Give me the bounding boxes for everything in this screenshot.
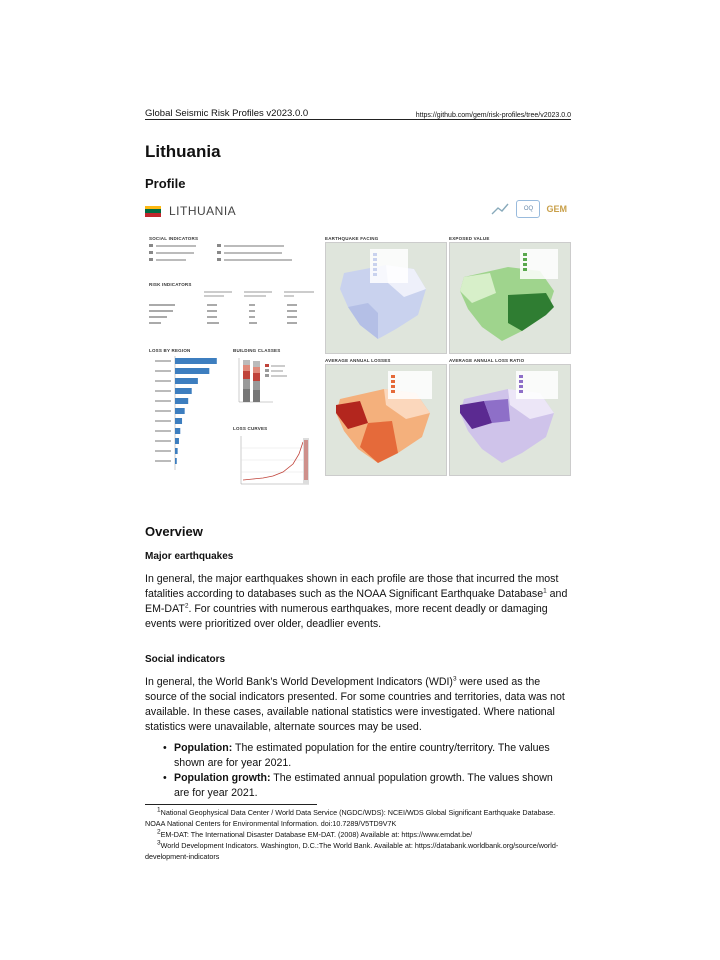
- average-annual-losses-map: [325, 364, 447, 476]
- loss-bar: [175, 368, 209, 374]
- list-item: • Population: The estimated population for the entire country/territory. The values shown are for year 2021.: [160, 741, 571, 771]
- major-earthquakes-heading: Major earthquakes: [145, 551, 234, 562]
- exposed-value-map: [449, 242, 571, 354]
- loss-by-region-label: LOSS BY REGION: [149, 348, 191, 353]
- footnote-1: $^1$National Geophysical Data Center / World Data Service (NGDC/WDS): NCEI/WDS Global Significant Earthquake Database. NOAA National Centers for Environmental Information. doi:10.7289/V5TD9V7K: [145, 806, 556, 828]
- social-indicators-block: [149, 242, 319, 268]
- lithuania-flag-icon: [145, 206, 161, 217]
- loss-curves-chart: [233, 434, 313, 494]
- region-label: [155, 380, 171, 382]
- loss-bar: [175, 458, 177, 464]
- building-classes-chart: [233, 356, 305, 416]
- profile-figure: [145, 198, 571, 496]
- region-label: [155, 460, 171, 462]
- social-indicators-heading: Social indicators: [145, 654, 226, 665]
- list-item: • Population growth: The estimated annual population growth. The values shown are for year 2021.: [160, 771, 571, 801]
- footnote-ref-2[interactable]: 2: [184, 602, 189, 610]
- social-indicators-label: SOCIAL INDICATORS: [149, 236, 199, 241]
- loss-bar: [175, 428, 180, 434]
- loss-bar: [175, 438, 179, 444]
- risk-indicators-table: [149, 290, 325, 332]
- loss-curves-label: LOSS CURVES: [233, 426, 268, 431]
- loss-bar: [175, 448, 178, 454]
- figure-country-label: LITHUANIA: [169, 204, 237, 218]
- region-label: [155, 430, 171, 432]
- major-earthquakes-paragraph: In general, the major earthquakes shown in each profile are those that incurred the most fatalities according to databases such as the NOAA Significant Earthquake Database$^1$ and EM-DAT$^2$. For countries with numerous earthquakes, more recent deadly or damaging events were prioritized over older, deadlier events.: [145, 573, 568, 630]
- running-header: [145, 101, 571, 120]
- logos: [490, 200, 567, 218]
- region-label: [155, 440, 171, 442]
- region-label: [155, 360, 171, 362]
- country-heading: Lithuania: [145, 142, 221, 161]
- profile-heading: Profile: [145, 176, 186, 191]
- loss-bar: [175, 388, 192, 394]
- loss-bar: [175, 378, 198, 384]
- footnote-3: $^3$World Development Indicators. Washington, D.C.:The World Bank. Available at: https://databank.worldbank.org/source/world-development-indicators: [145, 839, 559, 861]
- footnote-ref-3[interactable]: 3: [452, 675, 457, 683]
- region-label: [155, 450, 171, 452]
- oq-logo-icon: OQ: [516, 200, 540, 218]
- footnote-rule: [145, 804, 317, 805]
- region-label: [155, 400, 171, 402]
- loss-by-region-chart: [149, 356, 227, 484]
- exposed-value-label: EXPOSED VALUE: [449, 236, 490, 241]
- region-label: [155, 420, 171, 422]
- footnote-ref-1[interactable]: 1: [543, 587, 547, 595]
- average-annual-loss-ratio-map: [449, 364, 571, 476]
- average-annual-losses-label: AVERAGE ANNUAL LOSSES: [325, 358, 391, 363]
- gem-logo: GEM: [546, 204, 567, 214]
- region-label: [155, 410, 171, 412]
- loss-bar: [175, 418, 182, 424]
- header-url[interactable]: https://github.com/gem/risk-profiles/tree/v2023.0.0: [415, 112, 571, 119]
- building-classes-label: BUILDING CLASSES: [233, 348, 281, 353]
- loss-bar: [175, 358, 217, 364]
- risk-indicators-label: RISK INDICATORS: [149, 282, 192, 287]
- average-annual-loss-ratio-label: AVERAGE ANNUAL LOSS RATIO: [449, 358, 525, 363]
- header-title: Global Seismic Risk Profiles v2023.0.0: [145, 108, 309, 119]
- earthquake-facing-label: EARTHQUAKE FACING: [325, 236, 379, 241]
- region-label: [155, 370, 171, 372]
- loss-bar: [175, 408, 185, 414]
- earthquake-facing-map: [325, 242, 447, 354]
- social-indicators-paragraph: In general, the World Bank’s World Development Indicators (WDI)$^3$ were used as the source of the social indicators presented. For some countries and territories, data was not available. In these cases, available national statistics were investigated. Where national statistics were unavailable, alternate sources may be used.: [145, 675, 565, 733]
- social-indicators-list: [160, 741, 571, 801]
- overview-heading: Overview: [145, 524, 203, 539]
- figure-title: [145, 204, 236, 218]
- region-label: [155, 390, 171, 392]
- footnotes: [145, 807, 571, 862]
- footnote-2: $^2$EM-DAT: The International Disaster Database EM-DAT. (2008) Available at: https://www.emdat.be/: [157, 828, 473, 839]
- loss-bar: [175, 398, 188, 404]
- chart-logo-icon: [490, 202, 510, 216]
